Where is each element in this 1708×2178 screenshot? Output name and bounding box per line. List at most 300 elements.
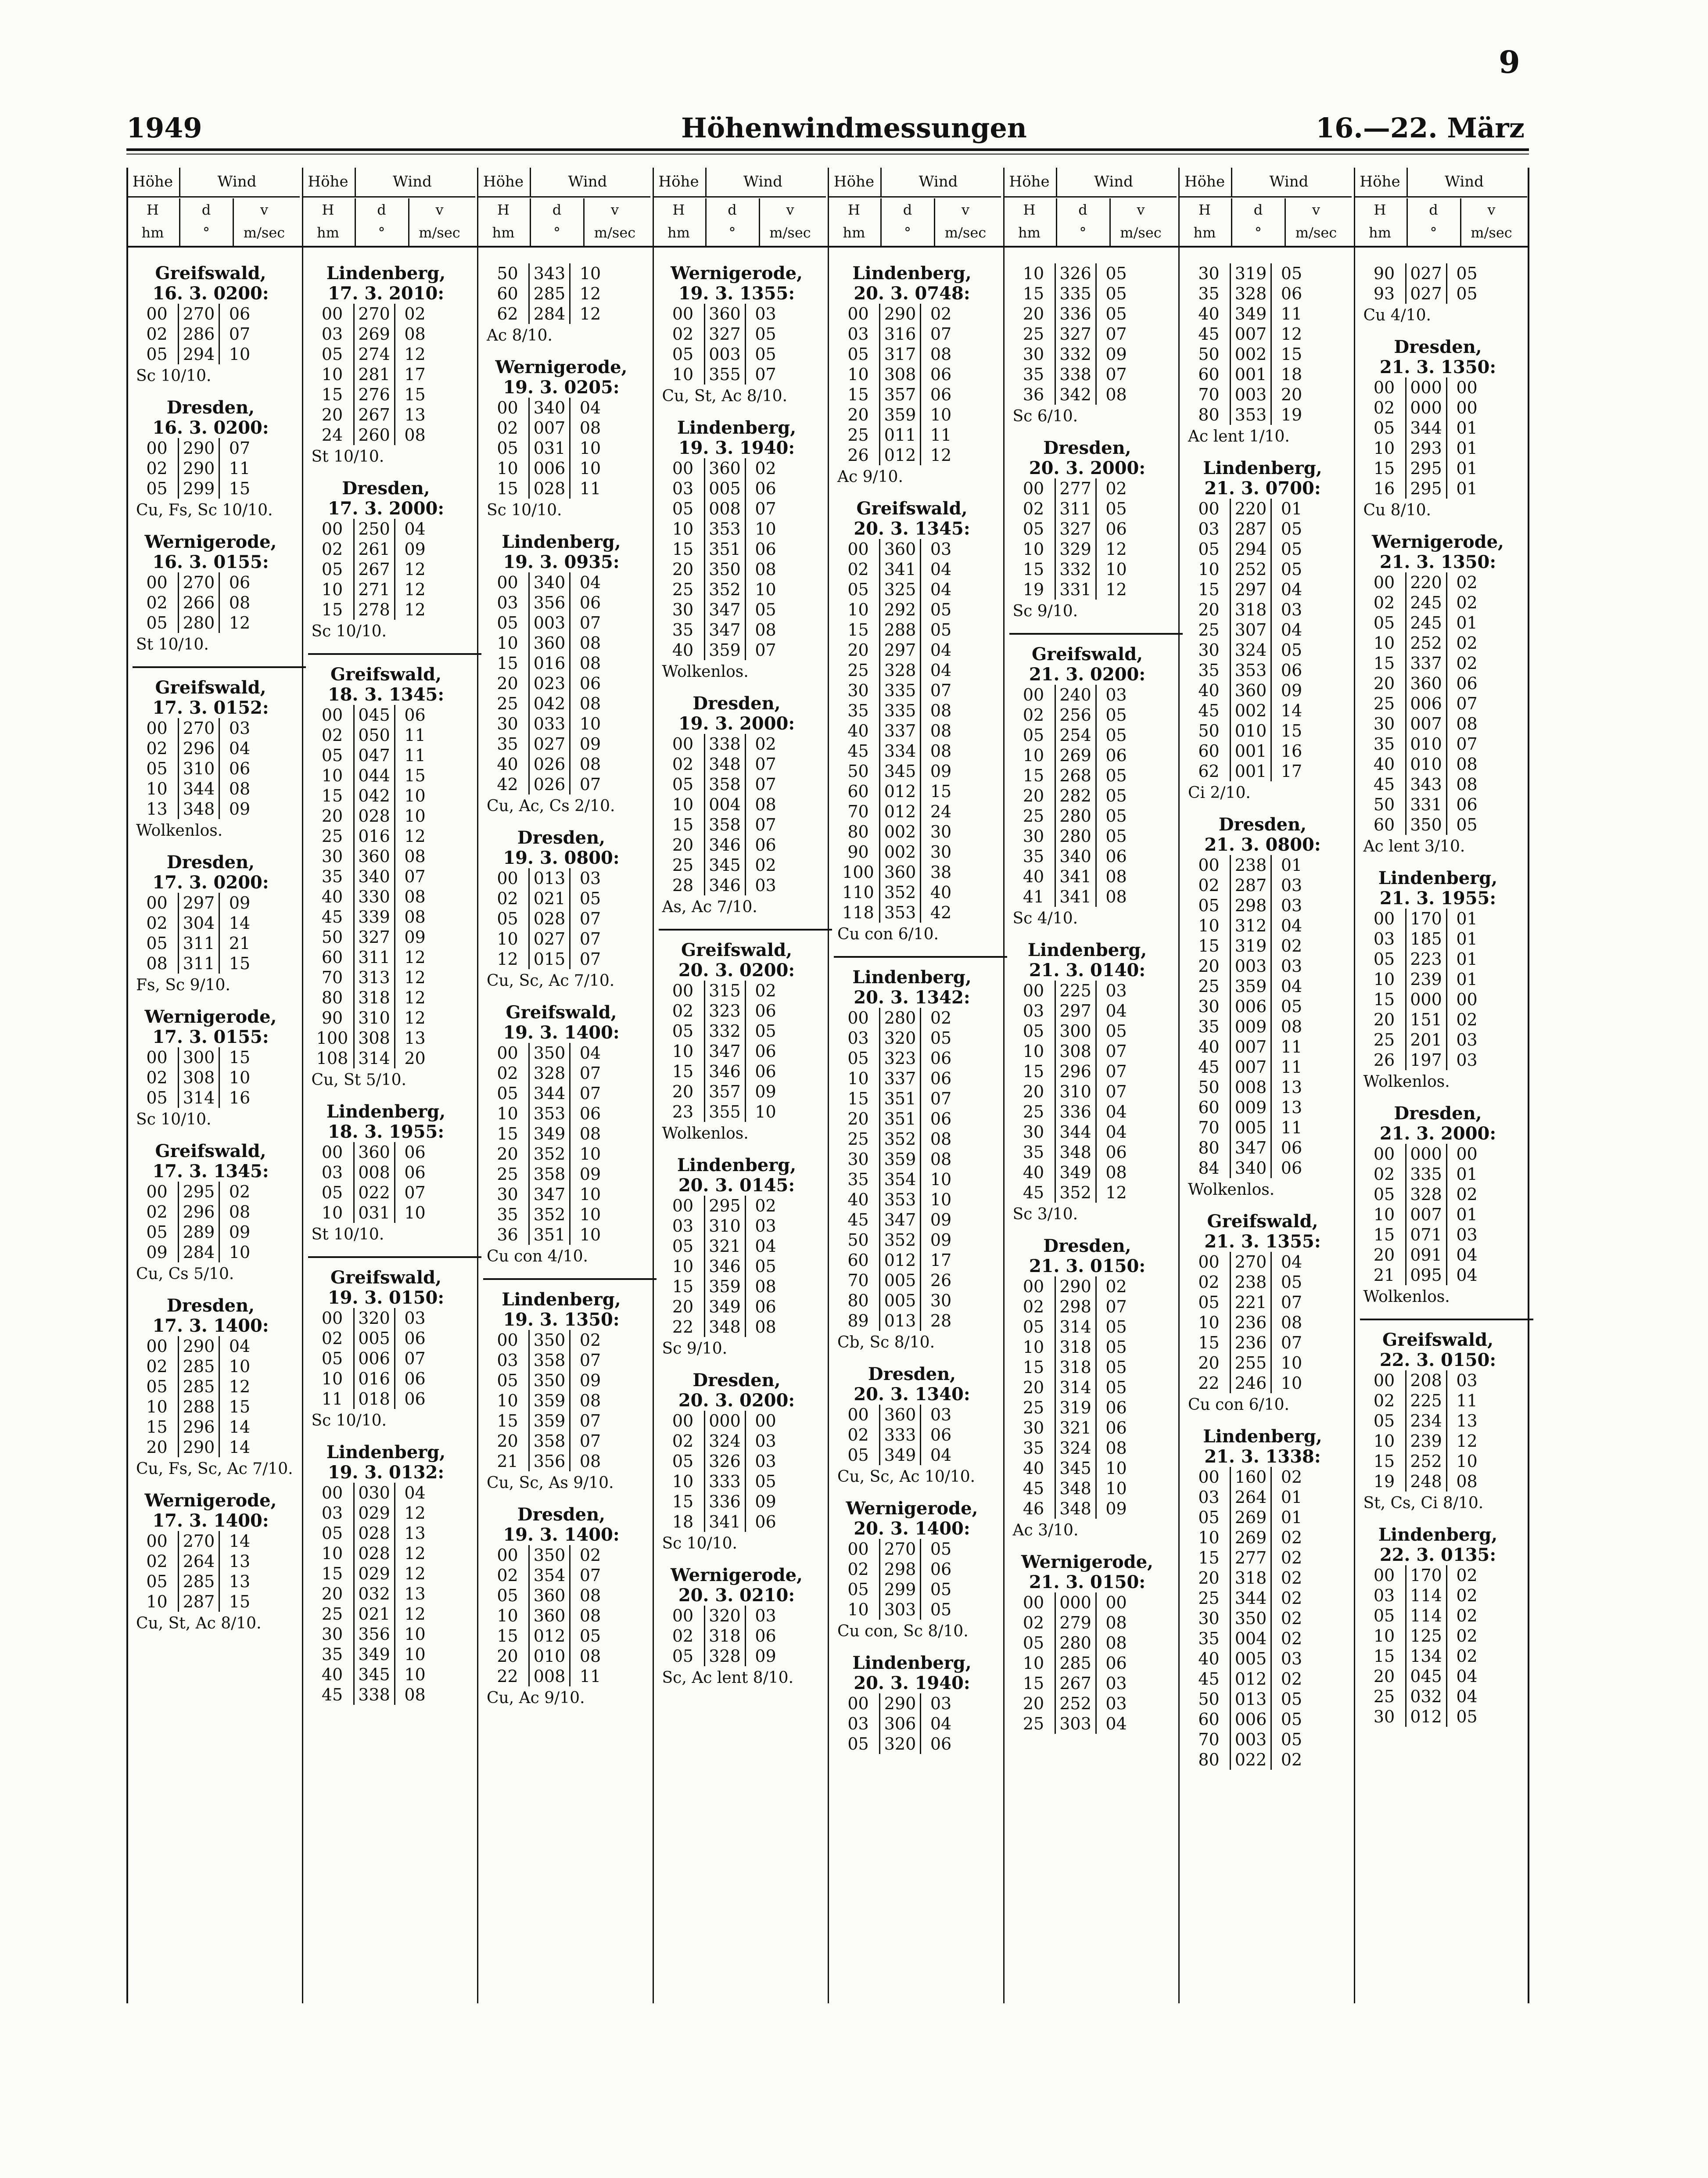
direction-cell: 349 bbox=[528, 1124, 569, 1144]
direction-cell: 353 bbox=[879, 902, 920, 923]
speed-cell: 30 bbox=[920, 842, 961, 862]
station-block bbox=[136, 678, 298, 841]
direction-cell: 287 bbox=[1230, 519, 1270, 539]
height-cell: 00 bbox=[146, 893, 168, 913]
d-label: d bbox=[728, 201, 737, 218]
direction-cell: 170 bbox=[1405, 1565, 1446, 1585]
table-row bbox=[1013, 304, 1175, 324]
speed-cell: 05 bbox=[745, 600, 786, 620]
height-cell: 10 bbox=[497, 1391, 518, 1410]
table-row bbox=[312, 745, 474, 766]
direction-cell: 324 bbox=[1230, 640, 1270, 660]
direction-cell: 246 bbox=[1230, 1373, 1270, 1393]
table-row bbox=[1188, 1353, 1350, 1373]
direction-cell: 267 bbox=[353, 405, 394, 425]
table-row bbox=[1013, 786, 1175, 806]
table-row bbox=[487, 1451, 649, 1471]
station-block bbox=[1364, 1525, 1526, 1727]
speed-cell: 06 bbox=[920, 385, 961, 405]
speed-cell: 08 bbox=[1270, 1312, 1311, 1333]
table-row bbox=[487, 673, 649, 694]
table-row bbox=[487, 1391, 649, 1411]
direction-cell: 318 bbox=[1230, 600, 1270, 620]
table-row bbox=[136, 1047, 298, 1067]
speed-cell: 07 bbox=[394, 1182, 435, 1203]
direction-cell: 341 bbox=[1055, 866, 1095, 887]
table-row bbox=[1188, 956, 1350, 976]
station-block bbox=[1013, 644, 1175, 929]
speed-cell: 11 bbox=[569, 478, 610, 499]
height-cell: 00 bbox=[672, 304, 694, 323]
cloud-note: Cu, Ac, Cs 2/10. bbox=[487, 797, 615, 815]
table-row bbox=[487, 1370, 649, 1391]
station-time: 21. 3. 2000: bbox=[1379, 1123, 1496, 1144]
speed-cell: 01 bbox=[1446, 613, 1487, 633]
height-cell: 62 bbox=[1198, 762, 1220, 781]
direction-cell: 012 bbox=[879, 445, 920, 465]
speed-cell: 04 bbox=[394, 1483, 435, 1503]
speed-cell: 12 bbox=[1095, 579, 1136, 600]
table-row bbox=[1013, 263, 1175, 284]
speed-cell: 06 bbox=[920, 1109, 961, 1129]
station-block bbox=[487, 532, 649, 816]
height-cell: 93 bbox=[1373, 284, 1395, 303]
speed-cell: 12 bbox=[394, 988, 435, 1008]
direction-cell: 045 bbox=[1405, 1666, 1446, 1686]
table-row bbox=[1013, 1001, 1175, 1021]
height-cell: 00 bbox=[497, 869, 518, 888]
speed-cell: 03 bbox=[745, 304, 786, 324]
direction-cell: 005 bbox=[1230, 1649, 1270, 1669]
speed-cell: 06 bbox=[745, 539, 786, 559]
speed-cell: 09 bbox=[219, 799, 259, 819]
table-row bbox=[1364, 1225, 1526, 1245]
height-cell: 25 bbox=[847, 1129, 869, 1149]
direction-cell: 328 bbox=[1230, 284, 1270, 304]
speed-cell: 10 bbox=[569, 263, 610, 284]
station-name: Lindenberg, bbox=[502, 1289, 621, 1310]
table-row bbox=[837, 1008, 1000, 1028]
height-cell: 10 bbox=[672, 1472, 694, 1491]
table-row bbox=[312, 705, 474, 725]
height-cell: 00 bbox=[146, 573, 168, 592]
height-cell: 03 bbox=[321, 324, 343, 344]
direction-cell: 004 bbox=[704, 794, 745, 815]
height-cell: 25 bbox=[1373, 1687, 1395, 1706]
height-cell: 15 bbox=[1198, 1548, 1220, 1567]
direction-cell: 349 bbox=[879, 1445, 920, 1465]
direction-cell: 208 bbox=[1405, 1370, 1446, 1391]
table-row bbox=[1364, 1626, 1526, 1646]
h-label: H bbox=[1198, 201, 1211, 218]
station-name: Wernigerode, bbox=[1021, 1552, 1153, 1572]
direction-cell: 338 bbox=[1055, 364, 1095, 385]
height-cell: 05 bbox=[497, 1084, 518, 1103]
ms-label: m/sec bbox=[419, 224, 460, 241]
station-time: 19. 3. 1355: bbox=[678, 283, 795, 304]
direction-cell: 007 bbox=[1230, 1037, 1270, 1057]
speed-cell: 03 bbox=[394, 1308, 435, 1328]
speed-cell: 06 bbox=[219, 758, 259, 779]
table-row bbox=[312, 1162, 474, 1182]
v-label: v bbox=[1137, 201, 1145, 218]
direction-cell: 315 bbox=[704, 981, 745, 1001]
station-time: 19. 3. 0205: bbox=[503, 377, 620, 398]
height-cell: 25 bbox=[497, 1164, 518, 1184]
height-cell: 00 bbox=[1023, 685, 1044, 704]
table-row bbox=[662, 1216, 825, 1236]
table-row bbox=[837, 1405, 1000, 1425]
speed-cell: 10 bbox=[1446, 1451, 1487, 1471]
direction-cell: 360 bbox=[353, 846, 394, 866]
speed-cell: 11 bbox=[1270, 1118, 1311, 1138]
speed-cell: 08 bbox=[569, 694, 610, 714]
direction-cell: 310 bbox=[353, 1008, 394, 1028]
cloud-note: Cu con, Sc 8/10. bbox=[837, 1622, 969, 1640]
speed-cell: 18 bbox=[1270, 364, 1311, 385]
table-row bbox=[1364, 949, 1526, 969]
direction-cell: 338 bbox=[353, 1685, 394, 1705]
table-row bbox=[1188, 976, 1350, 996]
table-row bbox=[1013, 1276, 1175, 1297]
table-row bbox=[312, 1328, 474, 1348]
direction-cell: 001 bbox=[1230, 741, 1270, 761]
station-time: 20. 3. 1340: bbox=[854, 1384, 970, 1405]
speed-cell: 07 bbox=[745, 364, 786, 385]
height-cell: 05 bbox=[146, 1377, 168, 1396]
speed-label bbox=[1110, 198, 1172, 246]
station-block bbox=[487, 1505, 649, 1708]
height-cell: 15 bbox=[497, 654, 518, 673]
direction-cell: 008 bbox=[353, 1162, 394, 1182]
station-block bbox=[662, 263, 825, 406]
direction-cell: 333 bbox=[879, 1425, 920, 1445]
direction-cell: 351 bbox=[528, 1225, 569, 1245]
height-cell: 60 bbox=[1198, 741, 1220, 761]
speed-cell: 14 bbox=[219, 1531, 259, 1551]
direction-cell: 185 bbox=[1405, 929, 1446, 949]
speed-cell: 09 bbox=[569, 1370, 610, 1391]
table-row bbox=[136, 344, 298, 364]
station-time: 20. 3. 1345: bbox=[854, 518, 970, 539]
height-cell: 35 bbox=[1023, 847, 1044, 866]
direction-cell: 023 bbox=[528, 673, 569, 694]
speed-cell: 02 bbox=[1446, 1184, 1487, 1204]
height-unit-label bbox=[126, 198, 180, 246]
height-cell: 20 bbox=[1023, 1378, 1044, 1397]
table-row bbox=[1364, 1030, 1526, 1050]
direction-cell: 000 bbox=[1405, 989, 1446, 1010]
direction-cell: 285 bbox=[1055, 1653, 1095, 1673]
speed-cell: 03 bbox=[1446, 1050, 1487, 1070]
height-cell: 30 bbox=[1023, 1418, 1044, 1438]
direction-cell: 297 bbox=[879, 640, 920, 660]
station-time: 16. 3. 0200: bbox=[152, 417, 269, 438]
table-row bbox=[1188, 1037, 1350, 1057]
cloud-note: Sc 10/10. bbox=[136, 1111, 212, 1129]
hm-label: hm bbox=[1193, 224, 1216, 241]
table-row bbox=[136, 718, 298, 738]
speed-cell: 08 bbox=[920, 741, 961, 761]
speed-cell: 05 bbox=[1095, 786, 1136, 806]
direction-cell: 295 bbox=[178, 1182, 219, 1202]
height-cell: 15 bbox=[672, 1277, 694, 1296]
height-cell: 80 bbox=[1198, 405, 1220, 424]
degree-label: ° bbox=[378, 224, 385, 241]
speed-cell: 04 bbox=[569, 398, 610, 418]
height-cell: 20 bbox=[1373, 1010, 1395, 1029]
speed-cell: 13 bbox=[219, 1551, 259, 1571]
direction-cell: 320 bbox=[879, 1734, 920, 1754]
table-row bbox=[662, 1492, 825, 1512]
direction-cell: 342 bbox=[1055, 385, 1095, 405]
speed-cell: 13 bbox=[219, 1571, 259, 1592]
direction-cell: 323 bbox=[704, 1001, 745, 1021]
speed-cell: 07 bbox=[569, 1431, 610, 1451]
table-row bbox=[136, 953, 298, 974]
ms-label: m/sec bbox=[944, 224, 987, 241]
height-cell: 70 bbox=[1198, 385, 1220, 404]
table-row bbox=[1364, 633, 1526, 653]
speed-cell: 10 bbox=[569, 1225, 610, 1245]
speed-cell: 03 bbox=[219, 718, 259, 738]
height-cell: 15 bbox=[1198, 936, 1220, 956]
table-row bbox=[312, 364, 474, 385]
height-cell: 05 bbox=[321, 1524, 343, 1543]
station-block bbox=[662, 940, 825, 1144]
height-cell: 08 bbox=[146, 954, 168, 973]
direction-cell: 321 bbox=[704, 1236, 745, 1256]
direction-cell: 353 bbox=[1230, 405, 1270, 425]
table-row bbox=[1188, 263, 1350, 284]
height-cell: 90 bbox=[1373, 264, 1395, 283]
height-cell: 45 bbox=[1023, 1183, 1044, 1202]
height-cell: 02 bbox=[672, 324, 694, 344]
direction-cell: 170 bbox=[1405, 909, 1446, 929]
direction-cell: 028 bbox=[528, 478, 569, 499]
table-row bbox=[662, 1606, 825, 1626]
table-row bbox=[487, 263, 649, 284]
direction-cell: 002 bbox=[879, 822, 920, 842]
direction-cell: 355 bbox=[704, 364, 745, 385]
section-divider bbox=[133, 666, 306, 668]
station-time: 20. 3. 2000: bbox=[1029, 458, 1146, 478]
speed-cell: 07 bbox=[920, 324, 961, 344]
direction-cell: 351 bbox=[879, 1109, 920, 1129]
table-row bbox=[136, 779, 298, 799]
height-cell: 05 bbox=[146, 934, 168, 953]
direction-cell: 343 bbox=[528, 263, 569, 284]
height-cell: 20 bbox=[1198, 956, 1220, 976]
height-cell: 25 bbox=[1023, 1398, 1044, 1417]
speed-cell: 06 bbox=[745, 1297, 786, 1317]
direction-cell: 303 bbox=[1055, 1714, 1095, 1734]
table-row bbox=[312, 947, 474, 967]
table-row bbox=[1013, 1297, 1175, 1317]
height-cell: 15 bbox=[1023, 766, 1044, 785]
cloud-note: Sc 10/10. bbox=[662, 1535, 737, 1553]
speed-cell: 40 bbox=[920, 882, 961, 902]
speed-cell: 05 bbox=[1095, 1337, 1136, 1357]
direction-cell: 330 bbox=[353, 887, 394, 907]
station-block bbox=[1013, 263, 1175, 427]
d-label: d bbox=[552, 201, 562, 218]
height-cell: 30 bbox=[497, 1185, 518, 1204]
height-cell: 10 bbox=[321, 580, 343, 599]
direction-cell: 344 bbox=[1055, 1122, 1095, 1142]
table-row bbox=[136, 1356, 298, 1377]
speed-cell: 08 bbox=[1446, 714, 1487, 734]
height-cell: 05 bbox=[146, 1088, 168, 1107]
wind-label: Wind bbox=[393, 173, 432, 190]
table-row bbox=[837, 1579, 1000, 1599]
table-row bbox=[1013, 1653, 1175, 1673]
speed-cell: 03 bbox=[1270, 600, 1311, 620]
station-time: 19. 3. 2000: bbox=[678, 713, 795, 734]
direction-cell: 012 bbox=[1230, 1669, 1270, 1689]
direction-cell: 280 bbox=[1055, 826, 1095, 846]
speed-cell: 10 bbox=[920, 1190, 961, 1210]
height-cell: 15 bbox=[1198, 1333, 1220, 1352]
height-cell: 10 bbox=[672, 1042, 694, 1061]
height-cell: 25 bbox=[847, 425, 869, 445]
direction-cell: 220 bbox=[1405, 572, 1446, 593]
speed-cell: 06 bbox=[920, 364, 961, 385]
cloud-note: Wolkenlos. bbox=[1363, 1073, 1450, 1091]
table-row bbox=[487, 1164, 649, 1184]
table-row bbox=[837, 1149, 1000, 1169]
height-cell: 05 bbox=[146, 345, 168, 364]
direction-cell: 348 bbox=[1055, 1478, 1095, 1499]
direction-cell: 352 bbox=[704, 579, 745, 600]
wind-label: Wind bbox=[1269, 173, 1309, 190]
speed-cell: 06 bbox=[219, 572, 259, 593]
direction-cell: 348 bbox=[1055, 1499, 1095, 1519]
direction-cell: 290 bbox=[178, 1336, 219, 1356]
speed-cell: 00 bbox=[1446, 398, 1487, 418]
table-row bbox=[1188, 539, 1350, 559]
height-cell: 26 bbox=[1373, 1050, 1395, 1070]
speed-cell: 06 bbox=[1095, 519, 1136, 539]
height-cell: 20 bbox=[847, 405, 869, 424]
table-row bbox=[312, 1523, 474, 1543]
height-cell: 36 bbox=[1023, 385, 1044, 404]
speed-cell: 14 bbox=[219, 913, 259, 933]
speed-cell: 05 bbox=[920, 620, 961, 640]
height-cell: 10 bbox=[1373, 1431, 1395, 1451]
height-cell: 40 bbox=[1023, 867, 1044, 886]
height-cell: 05 bbox=[672, 1646, 694, 1666]
speed-cell: 09 bbox=[569, 1164, 610, 1184]
table-row bbox=[1188, 721, 1350, 741]
direction-cell: 348 bbox=[704, 1317, 745, 1337]
direction-cell: 245 bbox=[1405, 593, 1446, 613]
speed-cell: 05 bbox=[569, 888, 610, 909]
height-cell: 02 bbox=[847, 560, 869, 579]
direction-cell: 360 bbox=[528, 633, 569, 653]
height-cell: 40 bbox=[847, 721, 869, 740]
hm-label: hm bbox=[141, 224, 164, 241]
speed-cell: 08 bbox=[569, 754, 610, 774]
speed-cell: 05 bbox=[1095, 1357, 1136, 1377]
height-cell: 20 bbox=[1023, 1694, 1044, 1713]
speed-cell: 04 bbox=[1270, 1252, 1311, 1272]
direction-cell: 016 bbox=[353, 1369, 394, 1389]
height-cell: 05 bbox=[672, 345, 694, 364]
table-row bbox=[1364, 284, 1526, 304]
direction-cell: 348 bbox=[1055, 1142, 1095, 1162]
table-row bbox=[1188, 660, 1350, 680]
direction-cell: 021 bbox=[353, 1604, 394, 1624]
speed-cell: 02 bbox=[920, 304, 961, 324]
speed-cell: 08 bbox=[219, 1202, 259, 1222]
degree-label: ° bbox=[1430, 224, 1437, 241]
height-cell: 70 bbox=[847, 1271, 869, 1290]
speed-cell: 01 bbox=[1446, 438, 1487, 458]
speed-cell: 02 bbox=[1270, 936, 1311, 956]
speed-cell: 05 bbox=[745, 1256, 786, 1276]
speed-cell: 06 bbox=[394, 1389, 435, 1409]
station-time: 20. 3. 0210: bbox=[678, 1585, 795, 1606]
height-cell: 70 bbox=[321, 968, 343, 987]
height-cell: 00 bbox=[497, 1330, 518, 1350]
degree-label: ° bbox=[203, 224, 210, 241]
speed-cell: 13 bbox=[1446, 1411, 1487, 1431]
table-row bbox=[1364, 572, 1526, 593]
table-row bbox=[136, 1242, 298, 1262]
station-time: 21. 3. 0200: bbox=[1029, 664, 1146, 685]
height-cell: 25 bbox=[497, 694, 518, 713]
station-name: Greifswald, bbox=[681, 940, 793, 960]
speed-cell: 13 bbox=[394, 1028, 435, 1048]
v-label: v bbox=[1487, 201, 1496, 218]
station-column bbox=[136, 263, 298, 1645]
table-row bbox=[1188, 1568, 1350, 1588]
speed-label bbox=[1285, 198, 1347, 246]
speed-cell: 09 bbox=[745, 1082, 786, 1102]
direction-cell: 353 bbox=[704, 519, 745, 539]
speed-cell: 13 bbox=[1270, 1077, 1311, 1097]
height-cell: 00 bbox=[497, 1545, 518, 1565]
direction-cell: 329 bbox=[1055, 539, 1095, 559]
table-row bbox=[837, 801, 1000, 822]
direction-cell: 003 bbox=[1230, 385, 1270, 405]
table-row bbox=[312, 1308, 474, 1328]
table-row bbox=[1364, 1204, 1526, 1225]
direction-cell: 350 bbox=[1230, 1608, 1270, 1628]
station-block bbox=[312, 263, 474, 467]
cloud-note: Cu, St 5/10. bbox=[311, 1071, 406, 1089]
height-cell: 22 bbox=[1198, 1373, 1220, 1393]
direction-cell: 290 bbox=[879, 304, 920, 324]
speed-cell: 05 bbox=[1446, 263, 1487, 284]
height-cell: 00 bbox=[321, 705, 343, 725]
height-cell: 50 bbox=[1373, 795, 1395, 814]
height-cell: 15 bbox=[321, 786, 343, 805]
speed-cell: 08 bbox=[394, 324, 435, 344]
table-row bbox=[312, 967, 474, 988]
table-row bbox=[1013, 1458, 1175, 1478]
speed-cell: 12 bbox=[1270, 324, 1311, 344]
direction-cell: 007 bbox=[1405, 714, 1446, 734]
table-row bbox=[1364, 1606, 1526, 1626]
station-block bbox=[1188, 815, 1350, 1200]
height-cell: 35 bbox=[1373, 734, 1395, 754]
table-row bbox=[1188, 1118, 1350, 1138]
direction-cell: 327 bbox=[1055, 324, 1095, 344]
table-row bbox=[837, 1190, 1000, 1210]
speed-cell: 06 bbox=[394, 1142, 435, 1162]
